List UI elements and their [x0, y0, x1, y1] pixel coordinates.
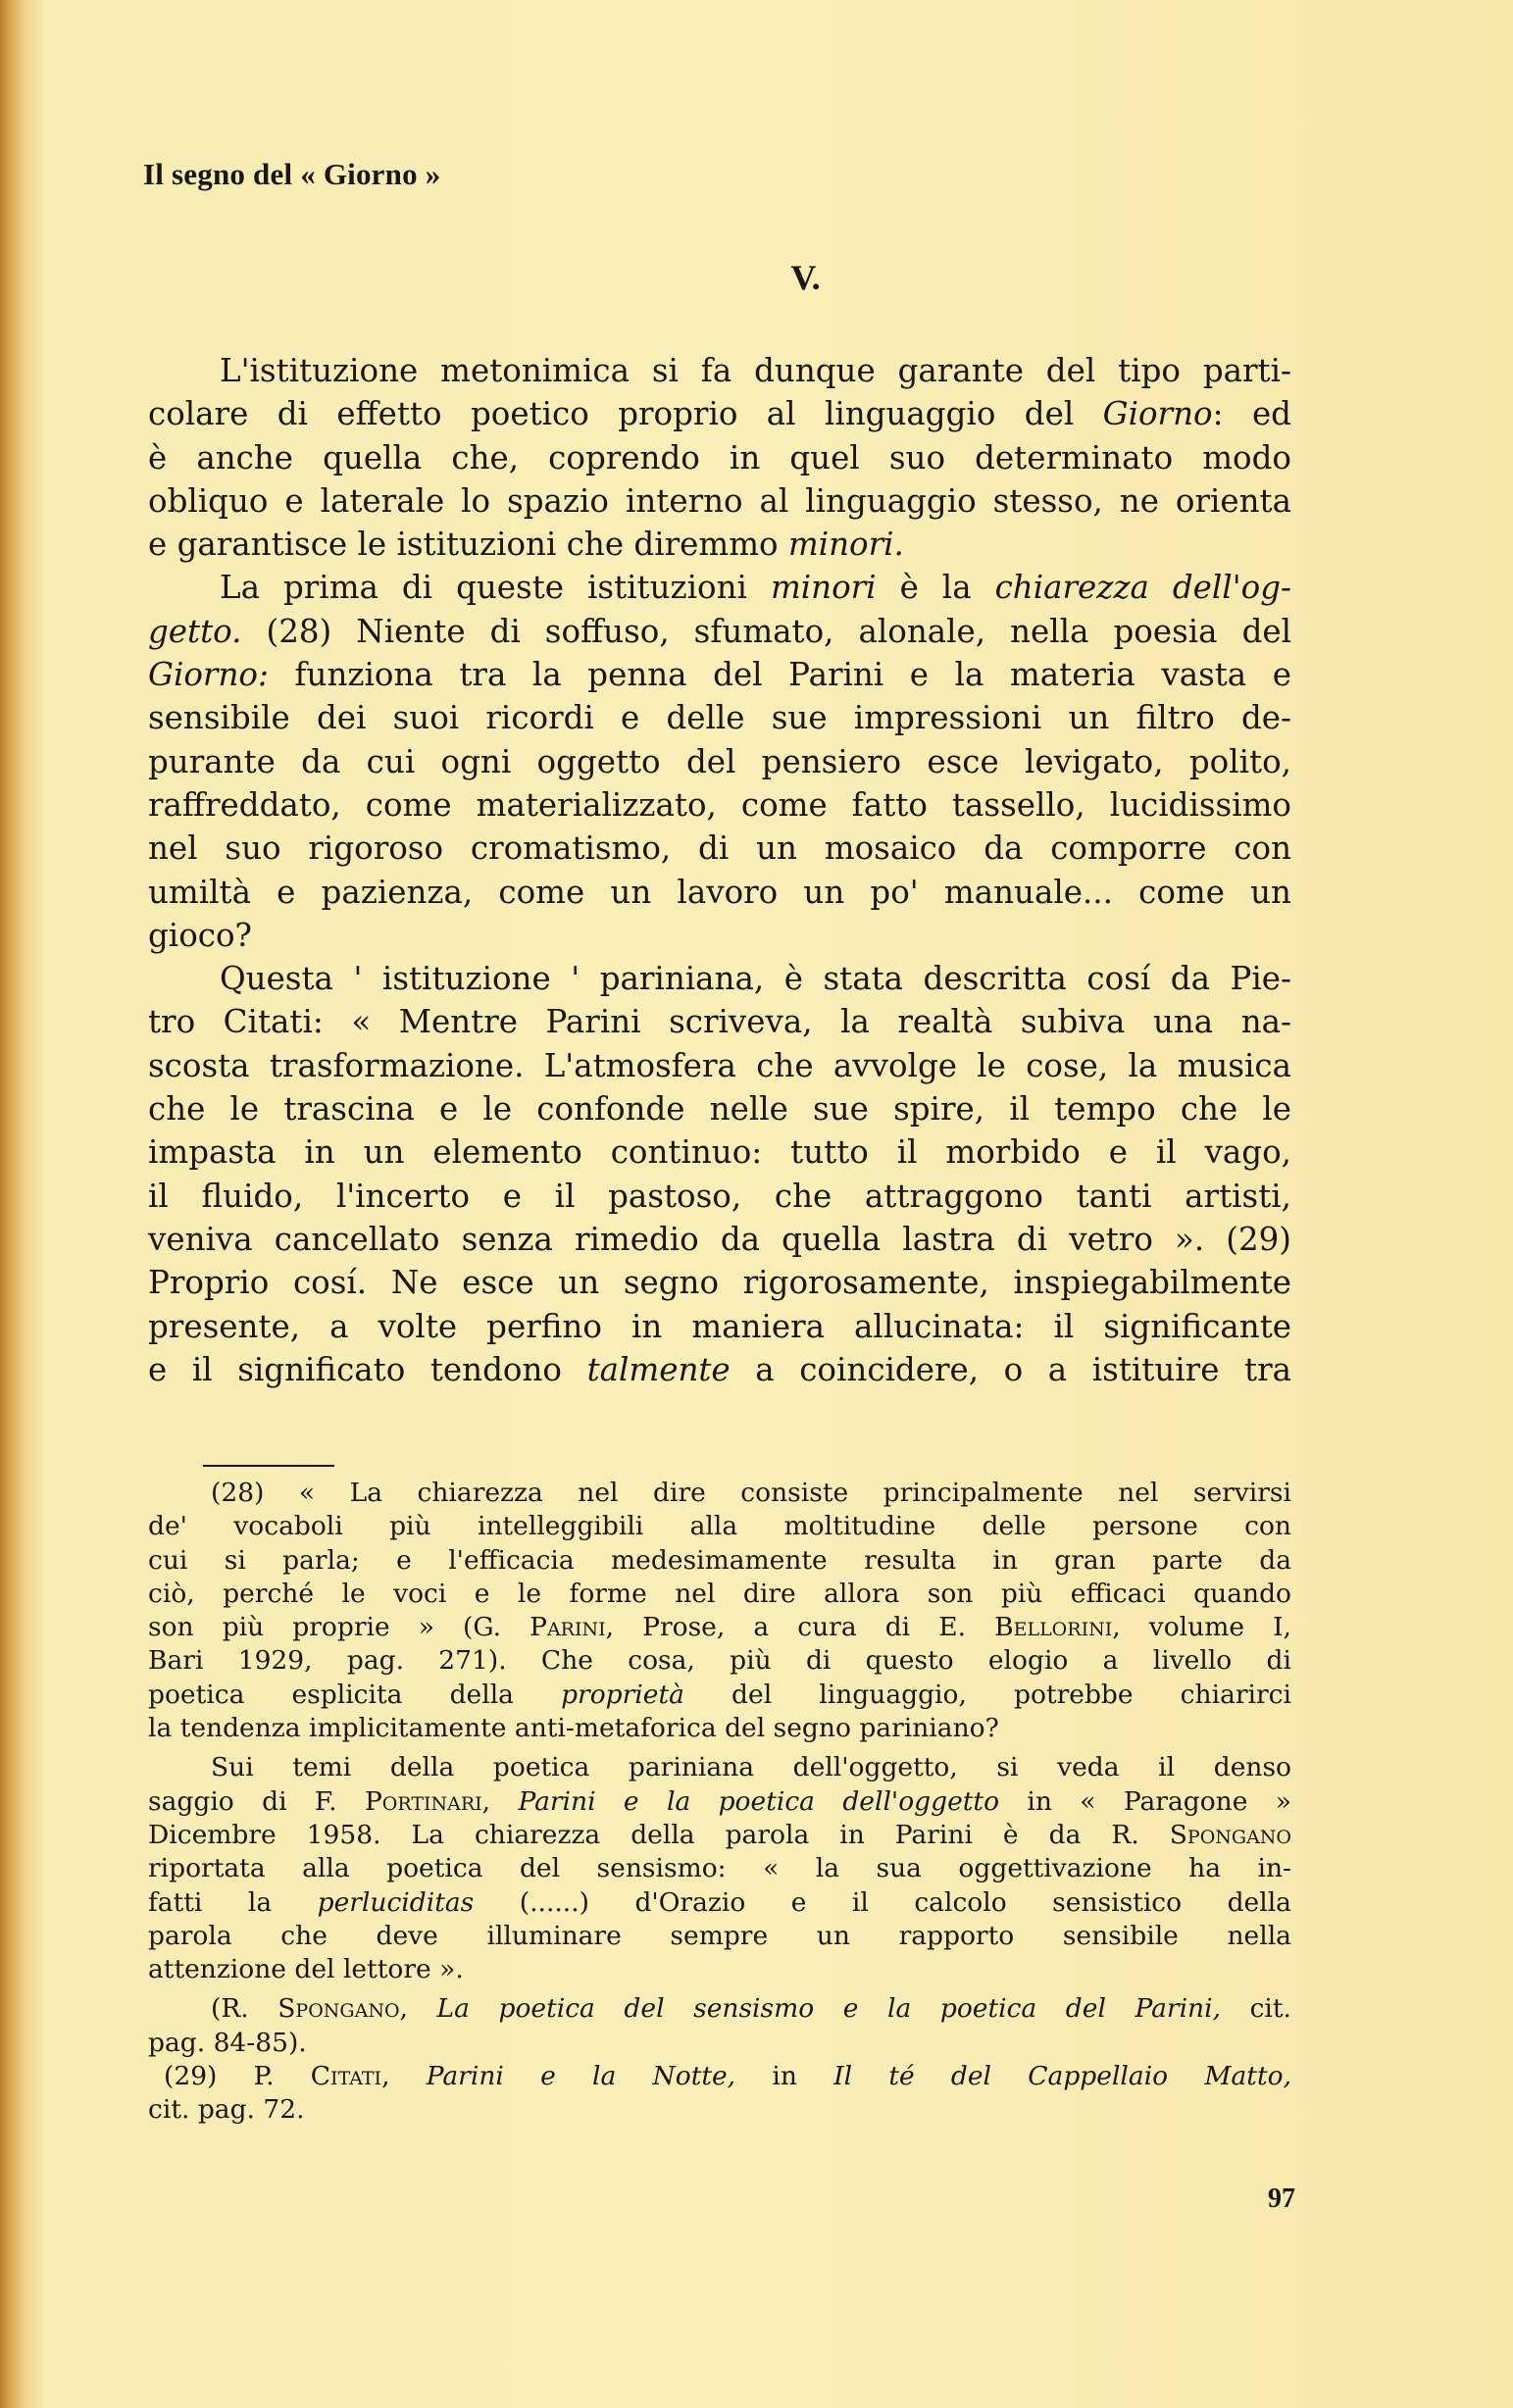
text-span: impasta in un elemento continuo: tutto il morbido e il vago,	[148, 1133, 1291, 1172]
text-span: son più proprie » (G.	[148, 1612, 530, 1643]
text-line	[148, 1261, 1291, 1304]
text-span: Bari 1929, pag. 271). Che cosa, più di questo elogio a livello di	[148, 1645, 1291, 1677]
italic-span: chiarezza dell'og-	[994, 569, 1291, 607]
footnote-line	[148, 1679, 1291, 1712]
text-span: : ed	[1212, 395, 1291, 433]
text-line	[148, 1044, 1291, 1087]
italic-span: Parini e la poetica dell'oggetto	[518, 1785, 1000, 1817]
text-span: de' vocaboli più intelleggibili alla moltitudine delle persone con	[148, 1511, 1291, 1542]
text-span: fatti la	[148, 1886, 318, 1918]
text-span: (28) Niente di soffuso, sfumato, alonale, nella poesia del	[241, 612, 1291, 650]
footnote-line	[148, 1751, 1291, 1784]
text-span: del linguaggio, potrebbe chiarirci	[683, 1679, 1291, 1710]
text-line	[148, 1175, 1291, 1218]
text-line	[148, 740, 1291, 783]
text-line	[148, 871, 1291, 914]
footnote-rule	[203, 1465, 334, 1467]
text-span: , Prose, a cura di E.	[605, 1612, 995, 1643]
text-span: ciò, perché le voci e le forme nel dire allora son più efficaci quando	[148, 1578, 1291, 1609]
text-line	[148, 349, 1291, 392]
small-caps-name: Bellorini	[994, 1612, 1113, 1643]
text-span: in	[735, 2061, 834, 2092]
footnote-line	[148, 1819, 1291, 1852]
text-line	[148, 783, 1291, 827]
italic-span: proprietà	[561, 1679, 684, 1710]
text-line	[148, 566, 1291, 609]
text-span: Questa ' istituzione ' pariniana, è stata descritta cosí da Pie-	[220, 960, 1291, 998]
footnote-line	[148, 1611, 1291, 1644]
footnote-line	[148, 1712, 1291, 1745]
text-span: cui si parla; e l'efficacia medesimamente resulta in gran parte da	[148, 1544, 1291, 1576]
text-span: umiltà e pazienza, come un lavoro un po' manuale... come un	[148, 873, 1291, 911]
text-span: cit. pag. 72.	[148, 2094, 305, 2126]
small-caps-name: Spongano	[1169, 1819, 1291, 1850]
text-span: il fluido, l'incerto e il pastoso, che attraggono tanti artisti,	[148, 1177, 1291, 1215]
text-span: (R.	[211, 1993, 278, 2025]
text-span: purante da cui ogni oggetto del pensiero esce levigato, polito,	[148, 742, 1291, 780]
italic-span: Giorno:	[148, 656, 269, 694]
text-span: , volume I,	[1112, 1612, 1291, 1643]
text-span: è anche quella che, coprendo in quel suo determinato modo	[148, 438, 1291, 477]
text-line	[148, 957, 1291, 1000]
body-text	[148, 349, 1291, 1391]
text-span: (......) d'Orazio e il calcolo sensistico della	[474, 1886, 1291, 1918]
text-span: (28) « La chiarezza nel dire consiste principalmente nel servirsi	[211, 1478, 1291, 1508]
footnote-line	[148, 1477, 1291, 1510]
text-span: e garantisce le istituzioni che diremmo	[148, 526, 788, 564]
small-caps-name: Parini	[530, 1612, 606, 1643]
text-span: ,	[481, 1785, 519, 1817]
text-span: sensibile dei suoi ricordi e delle sue impressioni un filtro de-	[148, 699, 1291, 737]
running-head: Il segno del « Giorno »	[143, 157, 441, 191]
text-span: tro Citati: « Mentre Parini scriveva, la realtà subiva una na-	[148, 1003, 1291, 1041]
text-span: colare di effetto poetico proprio al linguaggio del	[148, 395, 1103, 433]
text-span: gioco?	[148, 916, 252, 954]
footnotes	[148, 1477, 1291, 2128]
italic-span: La poetica del sensismo e la poetica del Parini,	[436, 1993, 1222, 2025]
text-line	[148, 1087, 1291, 1130]
italic-span: Giorno	[1102, 395, 1213, 433]
footnote-line	[148, 1544, 1291, 1578]
italic-span: Il té del Cappellaio Matto,	[833, 2061, 1291, 2092]
footnote-line	[148, 1852, 1291, 1885]
text-span: raffreddato, come materializzato, come fatto tassello, lucidissimo	[148, 785, 1291, 824]
text-span: funziona tra la penna del Parini e la materia vasta e	[268, 656, 1291, 694]
text-line	[148, 696, 1291, 739]
text-span: saggio di F.	[148, 1785, 365, 1817]
footnote-line	[148, 1920, 1291, 1953]
text-line	[148, 479, 1291, 523]
footnote-line	[148, 1510, 1291, 1543]
text-span: L'istituzione metonimica si fa dunque garante del tipo parti-	[220, 352, 1291, 389]
footnote-line	[148, 1953, 1291, 1986]
italic-span: perluciditas	[317, 1886, 475, 1918]
text-span: la tendenza implicitamente anti-metaforica del segno pariniano?	[148, 1713, 999, 1744]
text-span: cit.	[1221, 1993, 1291, 2025]
text-line	[148, 914, 1291, 957]
text-span: nel suo rigoroso cromatismo, di un mosaico da comporre con	[148, 829, 1291, 868]
text-span: obliquo e laterale lo spazio interno al linguaggio stesso, ne orienta	[148, 481, 1291, 520]
text-span: che le trascina e le confonde nelle sue spire, il tempo che le	[148, 1090, 1291, 1129]
text-span: parola che deve illuminare sempre un rapporto sensibile nella	[148, 1920, 1291, 1951]
italic-span: getto.	[148, 612, 242, 650]
text-line	[148, 610, 1291, 653]
page-number: 97	[1268, 2183, 1295, 2214]
text-line	[148, 1218, 1291, 1261]
small-caps-name: Citati	[310, 2061, 382, 2092]
text-span: scosta trasformazione. L'atmosfera che avvolge le cose, la musica	[148, 1046, 1291, 1084]
text-line	[148, 827, 1291, 870]
italic-span: minori.	[787, 526, 904, 564]
text-line	[148, 1348, 1291, 1391]
footnote-line	[148, 2027, 1291, 2060]
text-span: Proprio cosí. Ne esce un segno rigorosamente, inspiegabilmente	[148, 1264, 1291, 1302]
italic-span: minori	[770, 569, 877, 607]
text-line	[148, 1000, 1291, 1043]
text-line	[148, 523, 1291, 566]
small-caps-name: Spongano	[277, 1993, 400, 2025]
text-span: Sui temi della poetica pariniana dell'oggetto, si veda il denso	[211, 1752, 1291, 1783]
footnote-line	[148, 1992, 1291, 2026]
text-span: è la	[876, 569, 995, 607]
footnote-line	[148, 1578, 1291, 1611]
text-line	[148, 653, 1291, 696]
text-span: in « Paragone »	[999, 1785, 1291, 1817]
text-span: pag. 84-85).	[148, 2027, 307, 2058]
text-span: La prima di queste istituzioni	[220, 569, 771, 607]
section-number: V.	[790, 258, 821, 297]
text-span: presente, a volte perfino in maniera allucinata: il significante	[148, 1307, 1291, 1345]
text-span: Dicembre 1958. La chiarezza della parola in Parini è da R.	[148, 1819, 1170, 1850]
text-span: a coincidere, o a istituire tra	[730, 1350, 1291, 1388]
text-line	[148, 1305, 1291, 1348]
footnote-line	[148, 2060, 1291, 2093]
footnote-line	[148, 1644, 1291, 1678]
italic-span: talmente	[586, 1350, 731, 1388]
text-span: attenzione del lettore ».	[148, 1954, 464, 1985]
text-span: (29) P.	[164, 2061, 311, 2092]
text-span: ,	[399, 1993, 437, 2025]
italic-span: Parini e la Notte,	[426, 2061, 736, 2092]
text-span: e il significato tendono	[148, 1350, 587, 1388]
text-line	[148, 1130, 1291, 1174]
text-span: ,	[381, 2061, 427, 2092]
text-line	[148, 392, 1291, 435]
text-span: poetica esplicita della	[148, 1679, 562, 1710]
footnote-line	[148, 1886, 1291, 1920]
text-line	[148, 436, 1291, 479]
footnote-line	[148, 2093, 1291, 2127]
text-span: riportata alla poetica del sensismo: « la sua oggettivazione ha in-	[148, 1853, 1291, 1884]
footnote-line	[148, 1785, 1291, 1819]
small-caps-name: Portinari	[364, 1785, 482, 1817]
text-span: veniva cancellato senza rimedio da quella lastra di vetro ». (29)	[148, 1220, 1291, 1258]
